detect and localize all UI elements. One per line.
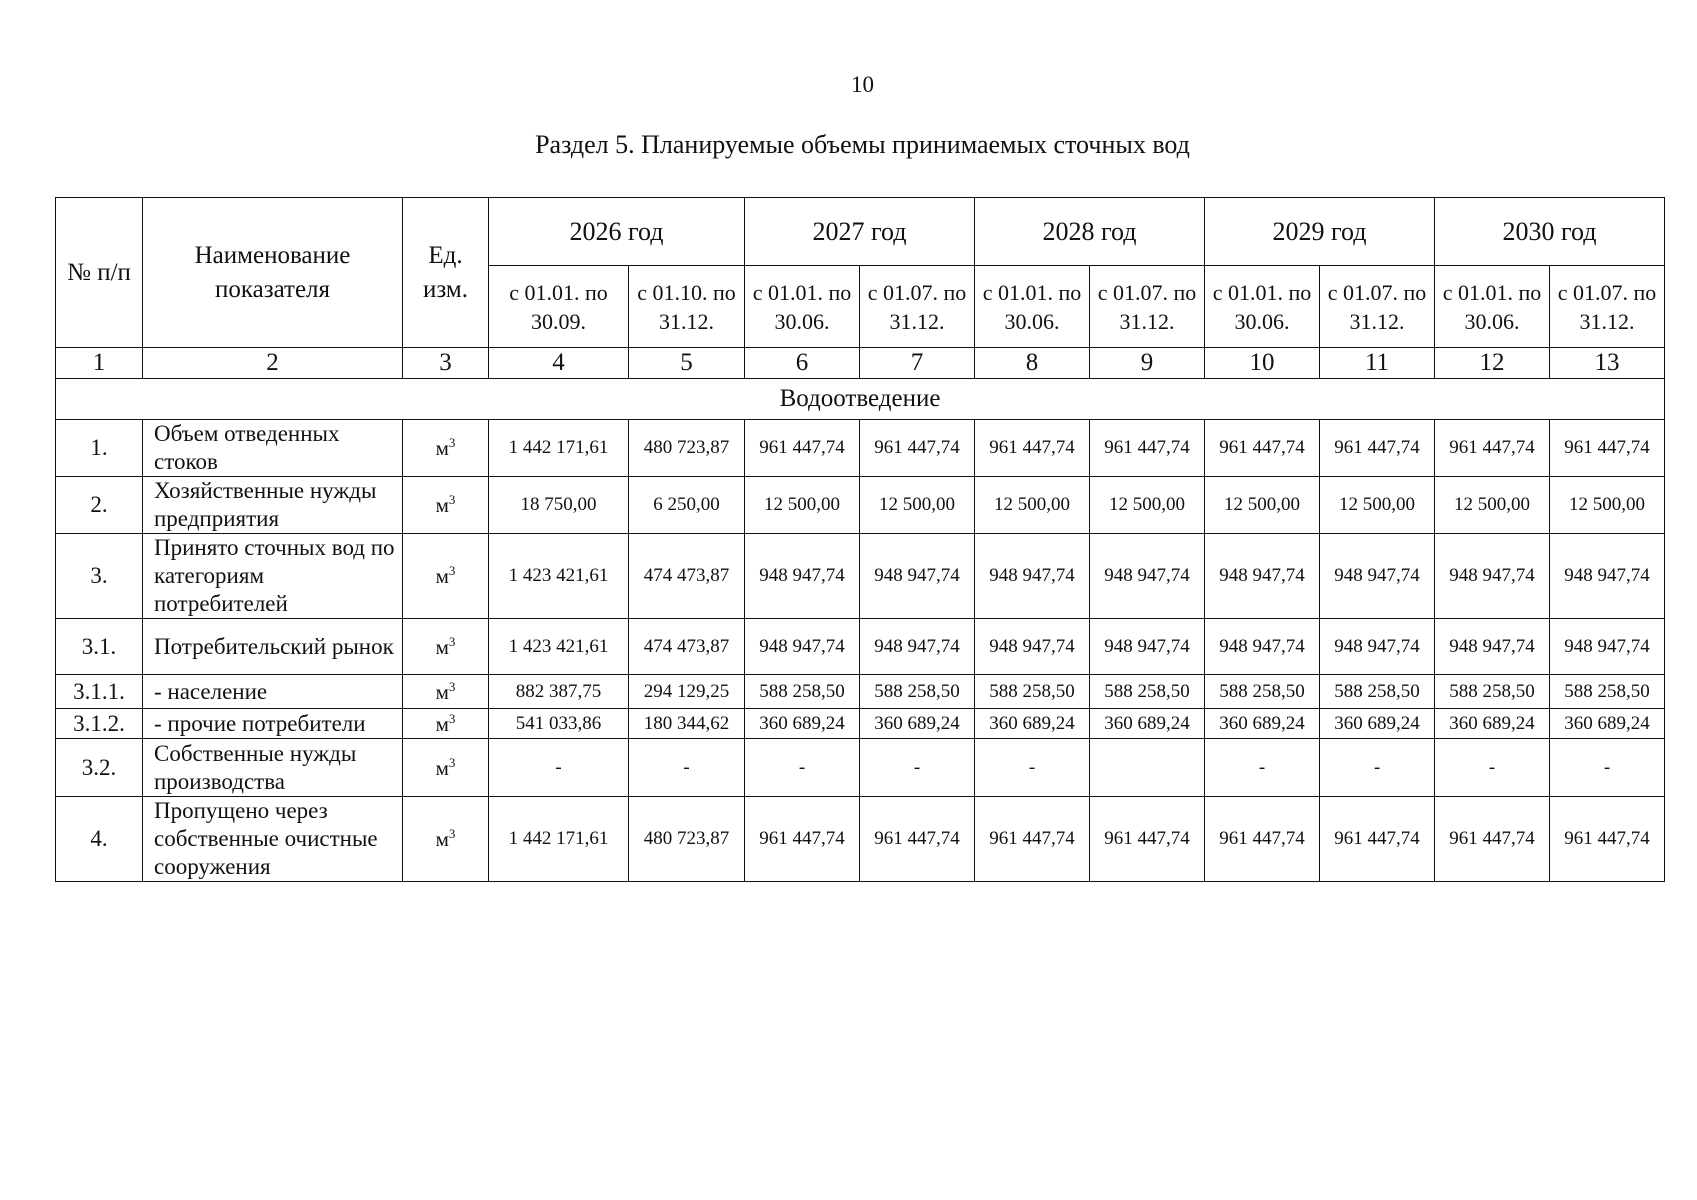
row-name: - население	[143, 675, 403, 709]
value-cell: 1 442 171,61	[489, 420, 629, 477]
value-cell: 961 447,74	[1090, 420, 1205, 477]
row-name: Собственные нужды производства	[143, 739, 403, 797]
unit-exponent: 3	[448, 826, 456, 841]
value-cell: 12 500,00	[1320, 477, 1435, 534]
unit-exponent: 3	[448, 754, 456, 770]
table-row	[56, 739, 1665, 797]
column-number: 4	[489, 348, 629, 379]
value-cell: 961 447,74	[975, 420, 1090, 477]
row-unit	[403, 709, 489, 739]
row-number: 3.1.2.	[56, 709, 143, 739]
column-number: 1	[56, 348, 143, 379]
header-name: Наименование показателя	[143, 198, 403, 348]
header-no: № п/п	[56, 198, 143, 348]
column-number: 13	[1550, 348, 1665, 379]
value-cell: 948 947,74	[975, 619, 1090, 675]
value-cell: 480 723,87	[629, 797, 745, 882]
unit-base: м	[435, 755, 449, 780]
value-cell: -	[1205, 739, 1320, 797]
header-year-2027: 2027 год	[745, 198, 975, 266]
value-cell: 948 947,74	[1435, 619, 1550, 675]
value-cell: 961 447,74	[1550, 420, 1665, 477]
value-cell: -	[629, 739, 745, 797]
value-cell: 948 947,74	[745, 619, 860, 675]
unit-exponent: 3	[448, 710, 456, 726]
header-year-2029: 2029 год	[1205, 198, 1435, 266]
column-number: 12	[1435, 348, 1550, 379]
value-cell: 961 447,74	[1320, 420, 1435, 477]
table-row	[56, 797, 1665, 882]
value-cell: 360 689,24	[1320, 709, 1435, 739]
table-row	[56, 675, 1665, 709]
value-cell: 961 447,74	[745, 420, 860, 477]
value-cell: 480 723,87	[629, 420, 745, 477]
row-unit	[403, 534, 489, 619]
value-cell: 948 947,74	[1320, 619, 1435, 675]
unit-base: м	[435, 827, 449, 851]
value-cell: 948 947,74	[1435, 534, 1550, 619]
unit-base: м	[435, 634, 449, 659]
row-number: 3.	[56, 534, 143, 619]
row-unit	[403, 619, 489, 675]
column-number: 9	[1090, 348, 1205, 379]
value-cell: 948 947,74	[1090, 619, 1205, 675]
table-row	[56, 534, 1665, 619]
row-number: 3.1.	[56, 619, 143, 675]
value-cell: 474 473,87	[629, 619, 745, 675]
row-number: 2.	[56, 477, 143, 534]
header-period: с 01.01. по 30.06.	[975, 266, 1090, 348]
value-cell: 588 258,50	[1090, 675, 1205, 709]
row-unit	[403, 797, 489, 882]
header-period: с 01.07. по 31.12.	[1090, 266, 1205, 348]
row-name: Хозяйственные нужды предприятия	[143, 477, 403, 534]
value-cell: 360 689,24	[975, 709, 1090, 739]
header-year-2026: 2026 год	[489, 198, 745, 266]
value-cell: 6 250,00	[629, 477, 745, 534]
value-cell: 948 947,74	[860, 534, 975, 619]
value-cell: -	[1435, 739, 1550, 797]
value-cell: 961 447,74	[860, 420, 975, 477]
value-cell: 948 947,74	[1320, 534, 1435, 619]
value-cell: 588 258,50	[1550, 675, 1665, 709]
value-cell: 961 447,74	[1550, 797, 1665, 882]
value-cell: 948 947,74	[1550, 534, 1665, 619]
header-year-2030: 2030 год	[1435, 198, 1665, 266]
value-cell: 961 447,74	[1205, 797, 1320, 882]
value-cell: 961 447,74	[1205, 420, 1320, 477]
value-cell: 360 689,24	[860, 709, 975, 739]
unit-exponent: 3	[448, 563, 456, 578]
column-number: 2	[143, 348, 403, 379]
unit-exponent: 3	[448, 492, 456, 507]
header-period: с 01.07. по 31.12.	[1550, 266, 1665, 348]
value-cell: 948 947,74	[975, 534, 1090, 619]
row-name: Объем отведенных стоков	[143, 420, 403, 477]
value-cell: 588 258,50	[1435, 675, 1550, 709]
value-cell: 948 947,74	[745, 534, 860, 619]
row-name: Принято сточных вод по категориям потребителей	[143, 534, 403, 619]
header-year-2028: 2028 год	[975, 198, 1205, 266]
value-cell: 588 258,50	[860, 675, 975, 709]
unit-base: м	[435, 711, 449, 736]
header-period: с 01.10. по 31.12.	[629, 266, 745, 348]
value-cell: 948 947,74	[1550, 619, 1665, 675]
value-cell: 588 258,50	[745, 675, 860, 709]
value-cell: -	[1320, 739, 1435, 797]
row-unit	[403, 675, 489, 709]
value-cell: 961 447,74	[1435, 420, 1550, 477]
unit-exponent: 3	[448, 633, 456, 649]
row-name: - прочие потребители	[143, 709, 403, 739]
value-cell: 961 447,74	[1435, 797, 1550, 882]
value-cell: -	[489, 739, 629, 797]
value-cell: 1 442 171,61	[489, 797, 629, 882]
header-period: с 01.01. по 30.06.	[1205, 266, 1320, 348]
header-period: с 01.01. по 30.06.	[1435, 266, 1550, 348]
value-cell: 360 689,24	[1090, 709, 1205, 739]
value-cell: 541 033,86	[489, 709, 629, 739]
header-period: с 01.07. по 31.12.	[860, 266, 975, 348]
value-cell: 12 500,00	[1205, 477, 1320, 534]
value-cell: 12 500,00	[1090, 477, 1205, 534]
value-cell: 1 423 421,61	[489, 619, 629, 675]
column-number: 5	[629, 348, 745, 379]
value-cell: 961 447,74	[745, 797, 860, 882]
column-number: 10	[1205, 348, 1320, 379]
value-cell: 360 689,24	[1435, 709, 1550, 739]
unit-base: м	[435, 436, 449, 460]
value-cell: 360 689,24	[1205, 709, 1320, 739]
row-unit	[403, 420, 489, 477]
section-label: Водоотведение	[56, 379, 1665, 420]
value-cell: 961 447,74	[975, 797, 1090, 882]
value-cell: 882 387,75	[489, 675, 629, 709]
value-cell: 961 447,74	[1090, 797, 1205, 882]
unit-base: м	[435, 493, 449, 517]
value-cell: 1 423 421,61	[489, 534, 629, 619]
value-cell: 18 750,00	[489, 477, 629, 534]
row-number: 3.2.	[56, 739, 143, 797]
value-cell: 12 500,00	[1550, 477, 1665, 534]
header-unit: Ед. изм.	[403, 198, 489, 348]
table-row	[56, 420, 1665, 477]
value-cell: 948 947,74	[1090, 534, 1205, 619]
value-cell: -	[1550, 739, 1665, 797]
value-cell: 588 258,50	[1320, 675, 1435, 709]
unit-base: м	[435, 564, 449, 588]
table-row	[56, 709, 1665, 739]
value-cell: 12 500,00	[860, 477, 975, 534]
value-cell: 12 500,00	[745, 477, 860, 534]
row-number: 3.1.1.	[56, 675, 143, 709]
column-number: 11	[1320, 348, 1435, 379]
row-unit	[403, 739, 489, 797]
header-period: с 01.01. по 30.06.	[745, 266, 860, 348]
unit-base: м	[435, 679, 449, 704]
value-cell: 474 473,87	[629, 534, 745, 619]
value-cell	[1090, 739, 1205, 797]
value-cell: 948 947,74	[860, 619, 975, 675]
value-cell: 360 689,24	[745, 709, 860, 739]
section-title: Раздел 5. Планируемые объемы принимаемых сточных вод	[535, 130, 1190, 159]
value-cell: 948 947,74	[1205, 619, 1320, 675]
header-period: с 01.07. по 31.12.	[1320, 266, 1435, 348]
wastewater-volume-table	[55, 197, 1665, 882]
value-cell: 948 947,74	[1205, 534, 1320, 619]
column-number: 7	[860, 348, 975, 379]
table-row	[56, 477, 1665, 534]
value-cell: 360 689,24	[1550, 709, 1665, 739]
value-cell: 961 447,74	[1320, 797, 1435, 882]
value-cell: -	[745, 739, 860, 797]
row-name: Потребительский рынок	[143, 619, 403, 675]
value-cell: 12 500,00	[1435, 477, 1550, 534]
value-cell: -	[975, 739, 1090, 797]
value-cell: 12 500,00	[975, 477, 1090, 534]
row-name: Пропущено через собственные очистные сооружения	[143, 797, 403, 882]
unit-exponent: 3	[448, 678, 456, 694]
row-unit	[403, 477, 489, 534]
value-cell: 588 258,50	[975, 675, 1090, 709]
value-cell: 961 447,74	[860, 797, 975, 882]
row-number: 1.	[56, 420, 143, 477]
table-row	[56, 619, 1665, 675]
row-number: 4.	[56, 797, 143, 882]
column-number: 8	[975, 348, 1090, 379]
value-cell: -	[860, 739, 975, 797]
value-cell: 588 258,50	[1205, 675, 1320, 709]
column-number: 6	[745, 348, 860, 379]
value-cell: 180 344,62	[629, 709, 745, 739]
page-number: 10	[851, 72, 874, 97]
unit-exponent: 3	[448, 435, 456, 450]
value-cell: 294 129,25	[629, 675, 745, 709]
header-period: с 01.01. по 30.09.	[489, 266, 629, 348]
column-number: 3	[403, 348, 489, 379]
